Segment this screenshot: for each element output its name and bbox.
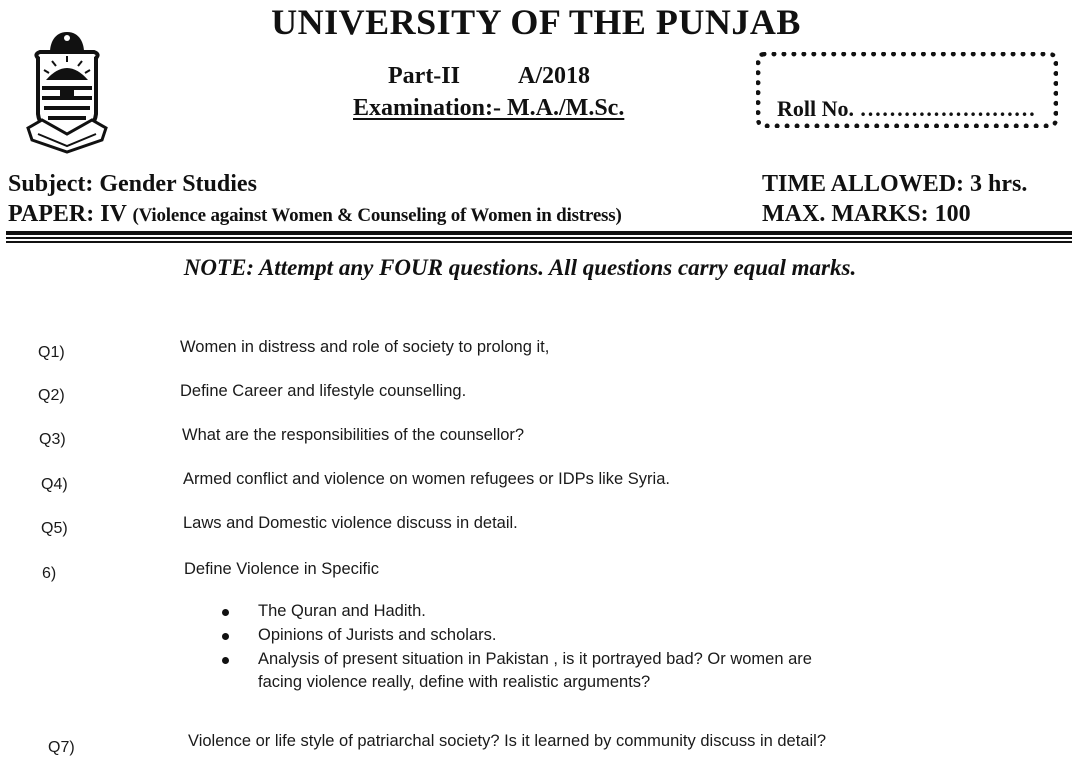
question-text: What are the responsibilities of the counsellor? [182,426,525,444]
paper-number: PAPER: IV [8,201,127,227]
list-item-text: Opinions of Jurists and scholars. [258,626,497,644]
question-number: 6) [42,565,57,582]
question-text: Laws and Domestic violence discuss in detail. [183,514,518,532]
list-item [222,624,942,647]
header-divider-thin [6,241,1072,243]
question-number: Q1) [38,344,65,361]
paper-title: (Violence against Women & Counseling of Women in distress) [132,205,622,226]
question-text: Define Violence in Specific [184,560,380,578]
list-item-text-continued: facing violence really, define with realistic arguments? [258,673,651,691]
examination-label: Examination:- M.A./M.Sc. [353,95,625,121]
bullet-icon [222,633,229,640]
university-crest-logo [24,28,110,156]
time-allowed: TIME ALLOWED: 3 hrs. [762,171,1028,197]
header-divider-thick [6,231,1072,235]
list-item-text: The Quran and Hadith. [258,602,426,620]
question-number: Q7) [48,739,75,756]
question-number: Q3) [39,431,66,448]
bullet-icon [222,609,229,616]
exam-part-session [388,62,590,90]
subject-label: Subject: Gender Studies [8,171,257,197]
list-item [222,600,942,623]
crest-icon [24,28,110,156]
paper-label [8,200,622,230]
question-text: Armed conflict and violence on women refugees or IDPs like Syria. [183,470,670,488]
bullet-icon [222,657,229,664]
question-text: Define Career and lifestyle counselling. [180,382,467,400]
question-6-subpoints [222,600,942,695]
question-number: Q5) [41,520,68,537]
question-text: Violence or life style of patriarchal society? Is it learned by community discuss in detail? [188,732,826,750]
question-text: Women in distress and role of society to prolong it, [180,338,550,356]
max-marks: MAX. MARKS: 100 [762,201,971,227]
question-number: Q4) [41,476,68,493]
part-label: Part-II [388,63,460,89]
list-item-text: Analysis of present situation in Pakistan , is it portrayed bad? Or women are [258,650,812,668]
university-title: UNIVERSITY OF THE PUNJAB [271,2,801,42]
question-number: Q2) [38,387,65,404]
roll-number-field: Roll No. …………………… [777,96,1036,121]
list-item [222,648,942,694]
header-divider-thin [6,237,1072,239]
instructions-note: NOTE: Attempt any FOUR questions. All questions carry equal marks. [183,255,857,280]
session-label: A/2018 [517,63,590,89]
roll-number-box [756,52,1058,128]
